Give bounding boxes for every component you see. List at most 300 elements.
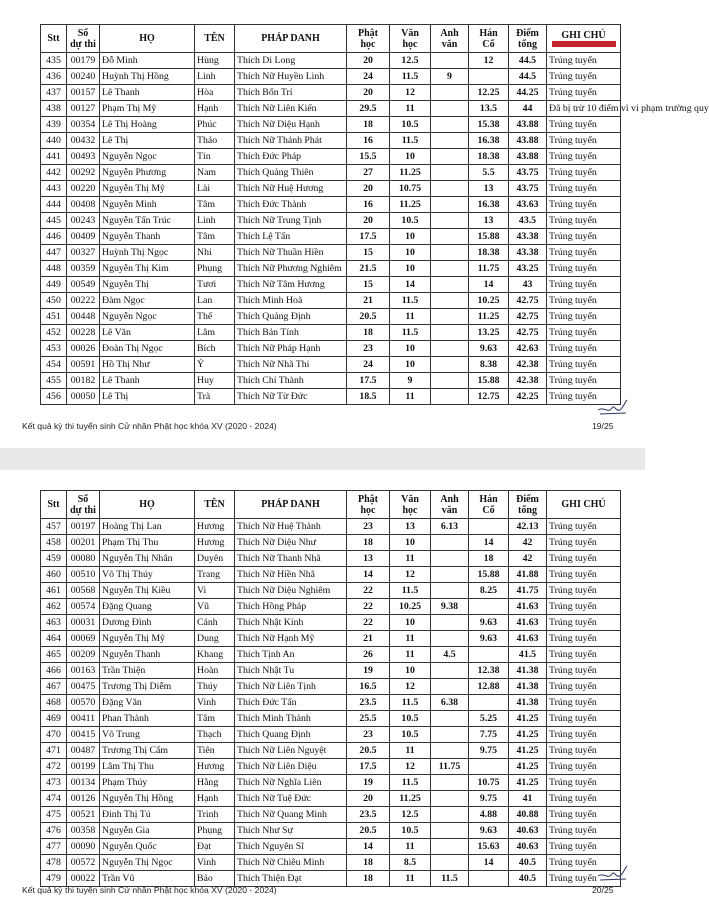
cell-phat-hoc: 19 — [347, 775, 390, 791]
table-row — [41, 791, 621, 807]
header-ten: TÊN — [195, 25, 235, 53]
cell-van-hoc: 11.5 — [390, 69, 431, 85]
cell-so-du-thi: 00240 — [67, 69, 100, 85]
cell-so-du-thi: 00415 — [67, 727, 100, 743]
table-row — [41, 277, 621, 293]
cell-han-co: 8.38 — [469, 357, 509, 373]
table-row — [41, 759, 621, 775]
cell-van-hoc: 11.5 — [390, 293, 431, 309]
cell-so-du-thi: 00570 — [67, 695, 100, 711]
cell-ten: Vi — [195, 583, 235, 599]
signature-icon — [596, 862, 630, 884]
cell-anh-van — [431, 679, 469, 695]
cell-ho: Nguyễn Thanh — [100, 229, 195, 245]
cell-anh-van — [431, 261, 469, 277]
cell-ghi-chu: Trúng tuyển — [547, 117, 621, 133]
cell-phat-hoc: 18 — [347, 117, 390, 133]
cell-stt: 441 — [41, 149, 67, 165]
cell-han-co: 15.63 — [469, 839, 509, 855]
table-row — [41, 53, 621, 69]
cell-diem-tong: 42.25 — [509, 389, 547, 405]
table-row — [41, 551, 621, 567]
table-row — [41, 599, 621, 615]
cell-anh-van — [431, 615, 469, 631]
cell-stt: 444 — [41, 197, 67, 213]
cell-stt: 468 — [41, 695, 67, 711]
cell-anh-van — [431, 663, 469, 679]
cell-phat-hoc: 14 — [347, 839, 390, 855]
cell-ho: Trương Thị Diễm — [100, 679, 195, 695]
table-row — [41, 373, 621, 389]
cell-phat-hoc: 18.5 — [347, 389, 390, 405]
cell-phat-hoc: 21.5 — [347, 261, 390, 277]
table-row — [41, 567, 621, 583]
table-row — [41, 855, 621, 871]
cell-so-du-thi: 00408 — [67, 197, 100, 213]
cell-ten: Tâm — [195, 197, 235, 213]
cell-ho: Phạm Thị Thu — [100, 535, 195, 551]
cell-so-du-thi: 00197 — [67, 519, 100, 535]
cell-van-hoc: 10.5 — [390, 711, 431, 727]
cell-phap-danh: Thích Minh Thành — [235, 711, 347, 727]
cell-anh-van — [431, 373, 469, 389]
cell-ghi-chu: Trúng tuyển — [547, 679, 621, 695]
cell-ten: Duyên — [195, 551, 235, 567]
cell-van-hoc: 9 — [390, 373, 431, 389]
cell-ho: Đặng Văn — [100, 695, 195, 711]
cell-ho: Lê Văn — [100, 325, 195, 341]
cell-ho: Hồ Thị Như — [100, 357, 195, 373]
cell-stt: 467 — [41, 679, 67, 695]
cell-phat-hoc: 20 — [347, 85, 390, 101]
cell-van-hoc: 11.25 — [390, 165, 431, 181]
cell-so-du-thi: 00572 — [67, 855, 100, 871]
cell-anh-van — [431, 839, 469, 855]
cell-diem-tong: 42.38 — [509, 373, 547, 389]
cell-van-hoc: 11 — [390, 839, 431, 855]
results-body — [41, 53, 709, 405]
cell-stt: 450 — [41, 293, 67, 309]
cell-so-du-thi: 00209 — [67, 647, 100, 663]
table-row — [41, 341, 621, 357]
cell-van-hoc: 11.5 — [390, 325, 431, 341]
cell-ho: Nguyễn Thị — [100, 277, 195, 293]
header-phap-danh: PHÁP DANH — [235, 491, 347, 519]
cell-phap-danh: Thích Quảng Thiên — [235, 165, 347, 181]
cell-van-hoc: 10 — [390, 261, 431, 277]
cell-ghi-chu: Trúng tuyển — [547, 197, 621, 213]
cell-stt: 458 — [41, 535, 67, 551]
cell-phap-danh: Thích Tịnh An — [235, 647, 347, 663]
cell-phap-danh: Thích Quảng Định — [235, 309, 347, 325]
cell-so-du-thi: 00292 — [67, 165, 100, 181]
cell-diem-tong: 41.25 — [509, 759, 547, 775]
cell-ghi-chu: Trúng tuyển — [547, 325, 621, 341]
cell-phap-danh: Thích Nữ Nghĩa Liên — [235, 775, 347, 791]
cell-van-hoc: 10 — [390, 149, 431, 165]
cell-ghi-chu: Trúng tuyển — [547, 229, 621, 245]
cell-phap-danh: Thích Lệ Tấn — [235, 229, 347, 245]
cell-van-hoc: 11 — [390, 309, 431, 325]
cell-van-hoc: 14 — [390, 277, 431, 293]
cell-han-co: 5.25 — [469, 711, 509, 727]
cell-ghi-chu: Trúng tuyển — [547, 133, 621, 149]
cell-ghi-chu: Trúng tuyển — [547, 165, 621, 181]
cell-so-du-thi: 00222 — [67, 293, 100, 309]
cell-diem-tong: 40.5 — [509, 871, 547, 887]
cell-ten: Phúc — [195, 117, 235, 133]
cell-stt: 470 — [41, 727, 67, 743]
table-row — [41, 743, 621, 759]
cell-stt: 464 — [41, 631, 67, 647]
header-so-du-thi: Số dự thi — [67, 25, 100, 53]
cell-ten: Thúy — [195, 679, 235, 695]
cell-ghi-chu: Trúng tuyển — [547, 53, 621, 69]
cell-anh-van: 11.5 — [431, 871, 469, 887]
cell-so-du-thi: 00493 — [67, 149, 100, 165]
cell-diem-tong: 41.38 — [509, 679, 547, 695]
cell-so-du-thi: 00243 — [67, 213, 100, 229]
cell-stt: 460 — [41, 567, 67, 583]
cell-ten: Cảnh — [195, 615, 235, 631]
header-row — [41, 25, 621, 53]
header-han-co: Hán Cổ — [469, 491, 509, 519]
cell-phap-danh: Thích Đức Thành — [235, 197, 347, 213]
cell-ho: Đỗ Minh — [100, 53, 195, 69]
cell-anh-van — [431, 823, 469, 839]
table-row — [41, 711, 621, 727]
cell-van-hoc: 11 — [390, 743, 431, 759]
cell-han-co: 8.25 — [469, 583, 509, 599]
cell-stt: 456 — [41, 389, 67, 405]
cell-phap-danh: Thích Nữ Diệu Nghiêm — [235, 583, 347, 599]
cell-ten: Hạnh — [195, 791, 235, 807]
cell-ho: Nguyễn Thanh — [100, 647, 195, 663]
cell-stt: 473 — [41, 775, 67, 791]
cell-phap-danh: Thích Nữ Huyền Linh — [235, 69, 347, 85]
cell-van-hoc: 10.25 — [390, 599, 431, 615]
cell-ghi-chu: Trúng tuyển — [547, 149, 621, 165]
cell-ghi-chu: Trúng tuyển — [547, 631, 621, 647]
cell-ten: Hạnh — [195, 101, 235, 117]
cell-phap-danh: Thích Nữ Hạnh Mỹ — [235, 631, 347, 647]
cell-ho: Lê Thị Hoàng — [100, 117, 195, 133]
cell-diem-tong: 43.75 — [509, 181, 547, 197]
cell-ten: Phụng — [195, 823, 235, 839]
cell-van-hoc: 11 — [390, 631, 431, 647]
cell-ten: Vũ — [195, 599, 235, 615]
cell-han-co: 15.88 — [469, 567, 509, 583]
cell-ho: Đặng Quang — [100, 599, 195, 615]
cell-han-co: 18 — [469, 551, 509, 567]
cell-phap-danh: Thích Nữ Thuần Hiền — [235, 245, 347, 261]
cell-stt: 447 — [41, 245, 67, 261]
cell-so-du-thi: 00080 — [67, 551, 100, 567]
cell-ho: Huỳnh Thị Ngọc — [100, 245, 195, 261]
cell-so-du-thi: 00409 — [67, 229, 100, 245]
cell-ghi-chu: Trúng tuyển — [547, 839, 621, 855]
cell-ten: Vinh — [195, 855, 235, 871]
cell-ten: Huy — [195, 373, 235, 389]
cell-han-co: 12.38 — [469, 663, 509, 679]
cell-phat-hoc: 24 — [347, 69, 390, 85]
table-row — [41, 807, 621, 823]
cell-phap-danh: Thích Nguyên Sĩ — [235, 839, 347, 855]
cell-han-co: 9.63 — [469, 341, 509, 357]
cell-ten: Bích — [195, 341, 235, 357]
cell-phap-danh: Thích Quang Định — [235, 727, 347, 743]
table-row — [41, 663, 621, 679]
cell-phat-hoc: 19 — [347, 663, 390, 679]
cell-ho: Nguyễn Thị Hồng — [100, 791, 195, 807]
cell-ghi-chu: Trúng tuyển — [547, 567, 621, 583]
cell-han-co: 14 — [469, 855, 509, 871]
table-row — [41, 695, 621, 711]
cell-phat-hoc: 15.5 — [347, 149, 390, 165]
cell-ghi-chu: Trúng tuyển — [547, 69, 621, 85]
cell-anh-van — [431, 743, 469, 759]
cell-ghi-chu: Trúng tuyển — [547, 341, 621, 357]
cell-anh-van: 11.75 — [431, 759, 469, 775]
header-row — [41, 491, 621, 519]
cell-phat-hoc: 23.5 — [347, 807, 390, 823]
cell-van-hoc: 11.25 — [390, 197, 431, 213]
results-table — [40, 490, 621, 887]
cell-phap-danh: Thích Bổn Trí — [235, 85, 347, 101]
header-diem-tong: Điểm tổng — [509, 491, 547, 519]
cell-ten: Dung — [195, 631, 235, 647]
results-table — [40, 24, 709, 405]
cell-ho: Trần Vũ — [100, 871, 195, 887]
cell-van-hoc: 10 — [390, 245, 431, 261]
cell-so-du-thi: 00591 — [67, 357, 100, 373]
page-number: 19/25 — [592, 421, 614, 431]
cell-stt: 459 — [41, 551, 67, 567]
cell-phap-danh: Thích Nữ Huệ Thành — [235, 519, 347, 535]
cell-ghi-chu: Trúng tuyển — [547, 695, 621, 711]
cell-anh-van — [431, 181, 469, 197]
cell-han-co: 4.88 — [469, 807, 509, 823]
cell-ho: Nguyễn Tấn Trúc — [100, 213, 195, 229]
cell-han-co: 16.38 — [469, 197, 509, 213]
table-row — [41, 117, 621, 133]
cell-so-du-thi: 00201 — [67, 535, 100, 551]
cell-ho: Nguyễn Thị Kim — [100, 261, 195, 277]
cell-van-hoc: 12 — [390, 759, 431, 775]
cell-stt: 451 — [41, 309, 67, 325]
cell-anh-van: 9 — [431, 69, 469, 85]
cell-phat-hoc: 29.5 — [347, 101, 390, 117]
cell-phat-hoc: 18 — [347, 871, 390, 887]
cell-ghi-chu: Đã bị trừ 10 điểm vì vi phạm trường quy — [547, 101, 621, 117]
cell-phap-danh: Thích Nữ Quang Minh — [235, 807, 347, 823]
cell-so-du-thi: 00359 — [67, 261, 100, 277]
cell-stt: 457 — [41, 519, 67, 535]
cell-phap-danh: Thích Nữ Nhã Thi — [235, 357, 347, 373]
table-row — [41, 133, 621, 149]
cell-ho: Võ Trung — [100, 727, 195, 743]
cell-anh-van — [431, 309, 469, 325]
cell-so-du-thi: 00022 — [67, 871, 100, 887]
document-page-20 — [0, 470, 645, 918]
cell-han-co: 18.38 — [469, 245, 509, 261]
cell-phat-hoc: 21 — [347, 631, 390, 647]
cell-stt: 461 — [41, 583, 67, 599]
cell-phat-hoc: 21 — [347, 293, 390, 309]
cell-han-co: 7.75 — [469, 727, 509, 743]
cell-diem-tong: 40.63 — [509, 839, 547, 855]
cell-han-co — [469, 69, 509, 85]
cell-diem-tong: 43.5 — [509, 213, 547, 229]
cell-diem-tong: 40.63 — [509, 823, 547, 839]
cell-anh-van — [431, 197, 469, 213]
cell-ho: Lê Thanh — [100, 85, 195, 101]
cell-anh-van — [431, 855, 469, 871]
header-stt: Stt — [41, 491, 67, 519]
header-ho: HỌ — [100, 25, 195, 53]
cell-han-co: 9.75 — [469, 743, 509, 759]
cell-phap-danh: Thích Đức Tấn — [235, 695, 347, 711]
cell-ho: Trương Thị Cẩm — [100, 743, 195, 759]
cell-anh-van — [431, 53, 469, 69]
cell-diem-tong: 41.63 — [509, 599, 547, 615]
cell-van-hoc: 10.5 — [390, 213, 431, 229]
cell-han-co: 13 — [469, 181, 509, 197]
cell-stt: 479 — [41, 871, 67, 887]
cell-han-co: 12.88 — [469, 679, 509, 695]
cell-phat-hoc: 16 — [347, 197, 390, 213]
cell-anh-van — [431, 85, 469, 101]
cell-han-co — [469, 647, 509, 663]
cell-van-hoc: 10 — [390, 663, 431, 679]
cell-diem-tong: 43.75 — [509, 165, 547, 181]
cell-phap-danh: Thích Nữ Liên Nguyệt — [235, 743, 347, 759]
cell-ho: Đoàn Thị Ngọc — [100, 341, 195, 357]
cell-so-du-thi: 00127 — [67, 101, 100, 117]
cell-diem-tong: 43 — [509, 277, 547, 293]
cell-van-hoc: 11 — [390, 389, 431, 405]
cell-anh-van — [431, 791, 469, 807]
cell-diem-tong: 42.13 — [509, 519, 547, 535]
cell-han-co: 12.75 — [469, 389, 509, 405]
cell-phat-hoc: 15 — [347, 245, 390, 261]
header-phat-hoc: Phật học — [347, 491, 390, 519]
cell-diem-tong: 44.25 — [509, 85, 547, 101]
cell-ho: Nguyễn Thị Mỹ — [100, 631, 195, 647]
cell-so-du-thi: 00475 — [67, 679, 100, 695]
cell-phat-hoc: 22 — [347, 615, 390, 631]
cell-anh-van — [431, 133, 469, 149]
cell-ho: Nguyễn Ngọc — [100, 309, 195, 325]
cell-stt: 455 — [41, 373, 67, 389]
footer-title: Kết quả kỳ thi tuyển sinh Cử nhân Phật học khóa XV (2020 - 2024) — [22, 421, 277, 431]
cell-stt: 443 — [41, 181, 67, 197]
cell-ghi-chu: Trúng tuyển — [547, 213, 621, 229]
cell-ho: Phan Thành — [100, 711, 195, 727]
cell-ten: Đạt — [195, 839, 235, 855]
cell-anh-van — [431, 165, 469, 181]
cell-ho: Nguyễn Thị Nhân — [100, 551, 195, 567]
cell-anh-van — [431, 389, 469, 405]
table-row — [41, 101, 621, 117]
cell-so-du-thi: 00568 — [67, 583, 100, 599]
cell-ghi-chu: Trúng tuyển — [547, 775, 621, 791]
cell-ten: Thảo — [195, 133, 235, 149]
cell-phap-danh: Thích Chí Thành — [235, 373, 347, 389]
cell-van-hoc: 11.5 — [390, 775, 431, 791]
cell-anh-van — [431, 213, 469, 229]
cell-ten: Trang — [195, 567, 235, 583]
header-ghi-chu: GHI CHÚ — [547, 491, 621, 519]
table-row — [41, 631, 621, 647]
cell-ten: Tươi — [195, 277, 235, 293]
cell-phap-danh: Thích Nữ Diệu Như — [235, 535, 347, 551]
cell-stt: 448 — [41, 261, 67, 277]
cell-diem-tong: 42.38 — [509, 357, 547, 373]
cell-han-co: 15.38 — [469, 117, 509, 133]
cell-diem-tong: 41.25 — [509, 775, 547, 791]
cell-diem-tong: 40.5 — [509, 855, 547, 871]
cell-ho: Trần Thiện — [100, 663, 195, 679]
cell-phap-danh: Thích Nữ Diệu Hạnh — [235, 117, 347, 133]
cell-ho: Đinh Thị Tú — [100, 807, 195, 823]
cell-phap-danh: Thích Nữ Trung Tịnh — [235, 213, 347, 229]
cell-diem-tong: 41.5 — [509, 647, 547, 663]
cell-ghi-chu: Trúng tuyển — [547, 583, 621, 599]
cell-stt: 452 — [41, 325, 67, 341]
page-separator — [0, 448, 645, 470]
cell-ghi-chu: Trúng tuyển — [547, 535, 621, 551]
cell-so-du-thi: 00432 — [67, 133, 100, 149]
cell-anh-van — [431, 293, 469, 309]
cell-ghi-chu: Trúng tuyển — [547, 727, 621, 743]
cell-ho: Phạm Thị Mỹ — [100, 101, 195, 117]
cell-stt: 442 — [41, 165, 67, 181]
cell-ghi-chu: Trúng tuyển — [547, 389, 621, 405]
cell-ho: Võ Thị Thúy — [100, 567, 195, 583]
cell-ho: Nguyễn Phương — [100, 165, 195, 181]
cell-phat-hoc: 17.5 — [347, 759, 390, 775]
cell-phat-hoc: 15 — [347, 277, 390, 293]
signature-icon — [596, 396, 630, 418]
cell-van-hoc: 11 — [390, 551, 431, 567]
cell-so-du-thi: 00050 — [67, 389, 100, 405]
cell-han-co: 9.63 — [469, 823, 509, 839]
cell-so-du-thi: 00487 — [67, 743, 100, 759]
cell-phat-hoc: 23.5 — [347, 695, 390, 711]
table-row — [41, 775, 621, 791]
cell-ten: Hoàn — [195, 663, 235, 679]
cell-han-co: 13 — [469, 213, 509, 229]
cell-diem-tong: 43.25 — [509, 261, 547, 277]
cell-stt: 436 — [41, 69, 67, 85]
cell-ten: Bảo — [195, 871, 235, 887]
header-han-co: Hán Cổ — [469, 25, 509, 53]
cell-stt: 465 — [41, 647, 67, 663]
cell-han-co — [469, 519, 509, 535]
cell-anh-van — [431, 583, 469, 599]
cell-van-hoc: 12.5 — [390, 807, 431, 823]
cell-diem-tong: 42.75 — [509, 293, 547, 309]
cell-ten: Thế — [195, 309, 235, 325]
cell-ten: Nhi — [195, 245, 235, 261]
cell-ghi-chu: Trúng tuyển — [547, 807, 621, 823]
cell-anh-van — [431, 711, 469, 727]
cell-diem-tong: 43.88 — [509, 117, 547, 133]
cell-ho: Lâm Thị Thu — [100, 759, 195, 775]
cell-phat-hoc: 20 — [347, 213, 390, 229]
header-phat-hoc: Phật học — [347, 25, 390, 53]
